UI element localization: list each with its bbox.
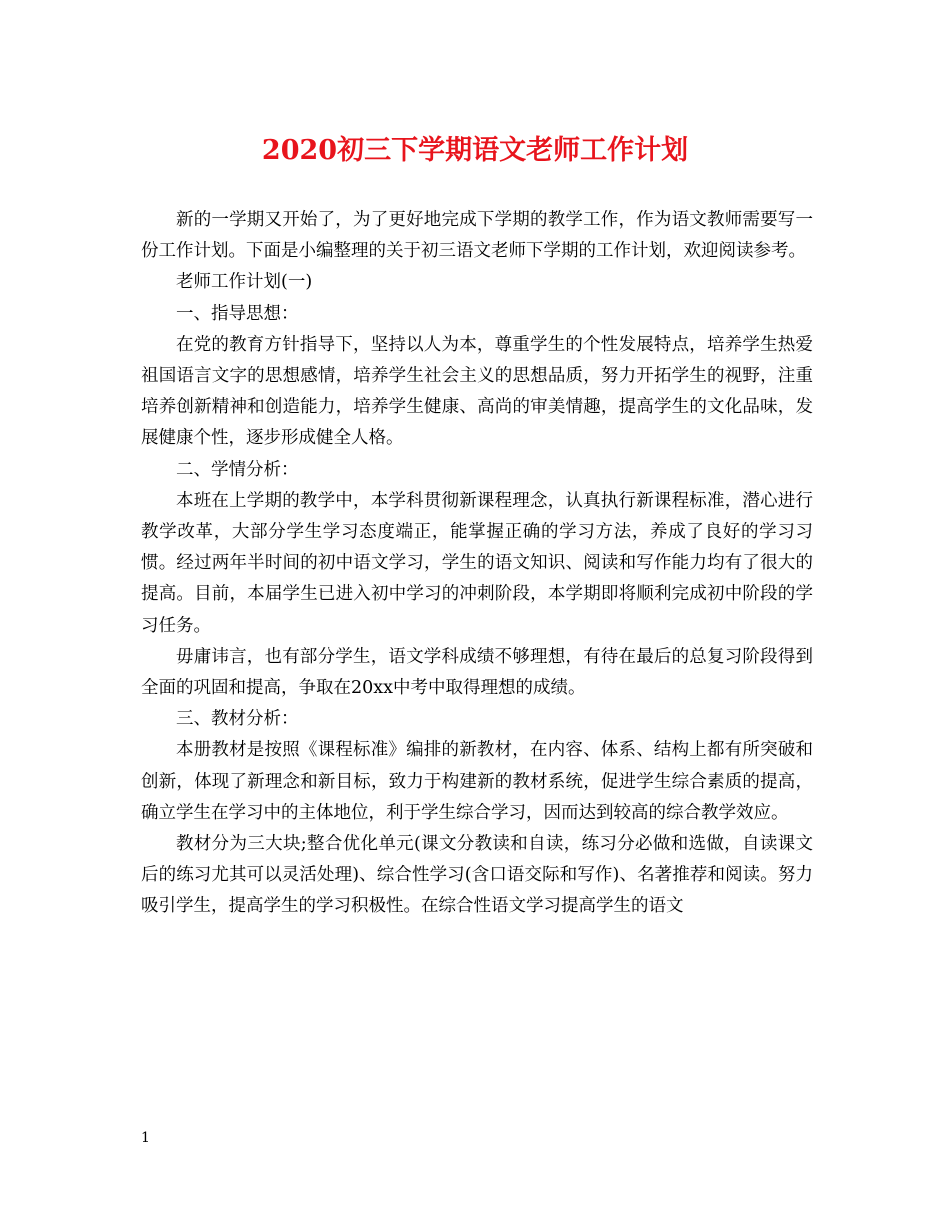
document-title: 2020初三下学期语文老师工作计划 <box>261 135 689 166</box>
student-analysis-paragraph: 本班在上学期的教学中，本学科贯彻新课程理念，认真执行新课程标准，潜心进行教学改革，大部分学生学习态度端正，能掌握正确的学习方法，养成了良好的学习习惯。经过两年半时间的初中语文学习，学生的语文知识、阅读和写作能力均有了很大的提高。目前，本届学生已进入初中学习的冲刺阶段，本学期即将顺利完成初中阶段的学习任务。 <box>141 490 813 636</box>
section-heading-student-analysis: 二、学情分析： <box>176 459 299 480</box>
section-heading-guiding-ideology: 一、指导思想： <box>176 303 299 324</box>
section-heading-textbook-analysis: 三、教材分析： <box>176 709 299 730</box>
page-number: 1 <box>141 1130 150 1146</box>
intro-paragraph: 新的一学期又开始了，为了更好地完成下学期的教学工作，作为语文教师需要写一份工作计划。下面是小编整理的关于初三语文老师下学期的工作计划，欢迎阅读参考。 <box>141 210 813 262</box>
section-heading-plan-one: 老师工作计划(一) <box>176 272 313 293</box>
textbook-analysis-paragraph: 本册教材是按照《课程标准》编排的新教材，在内容、体系、结构上都有所突破和创新，体现了新理念和新目标，致力于构建新的教材系统，促进学生综合素质的提高，确立学生在学习中的主体地位，利于学生综合学习，因而达到较高的综合教学效应。 <box>141 740 813 823</box>
textbook-structure-paragraph: 教材分为三大块;整合优化单元(课文分教读和自读，练习分必做和选做，自读课文后的练习尤其可以灵活处理)、综合性学习(含口语交际和写作)、名著推荐和阅读。努力吸引学生，提高学生的学习积极性。在综合性语文学习提高学生的语文 <box>141 834 813 917</box>
document-body <box>141 205 813 923</box>
guiding-ideology-paragraph: 在党的教育方针指导下，坚持以人为本，尊重学生的个性发展特点，培养学生热爱祖国语言文字的思想感情，培养学生社会主义的思想品质，努力开拓学生的视野，注重培养创新精神和创造能力，培养学生健康、高尚的审美情趣，提高学生的文化品味，发展健康个性，逐步形成健全人格。 <box>141 334 813 449</box>
student-analysis-paragraph-2: 毋庸讳言，也有部分学生，语文学科成绩不够理想，有待在最后的总复习阶段得到全面的巩固和提高，争取在20xx中考中取得理想的成绩。 <box>141 646 813 699</box>
